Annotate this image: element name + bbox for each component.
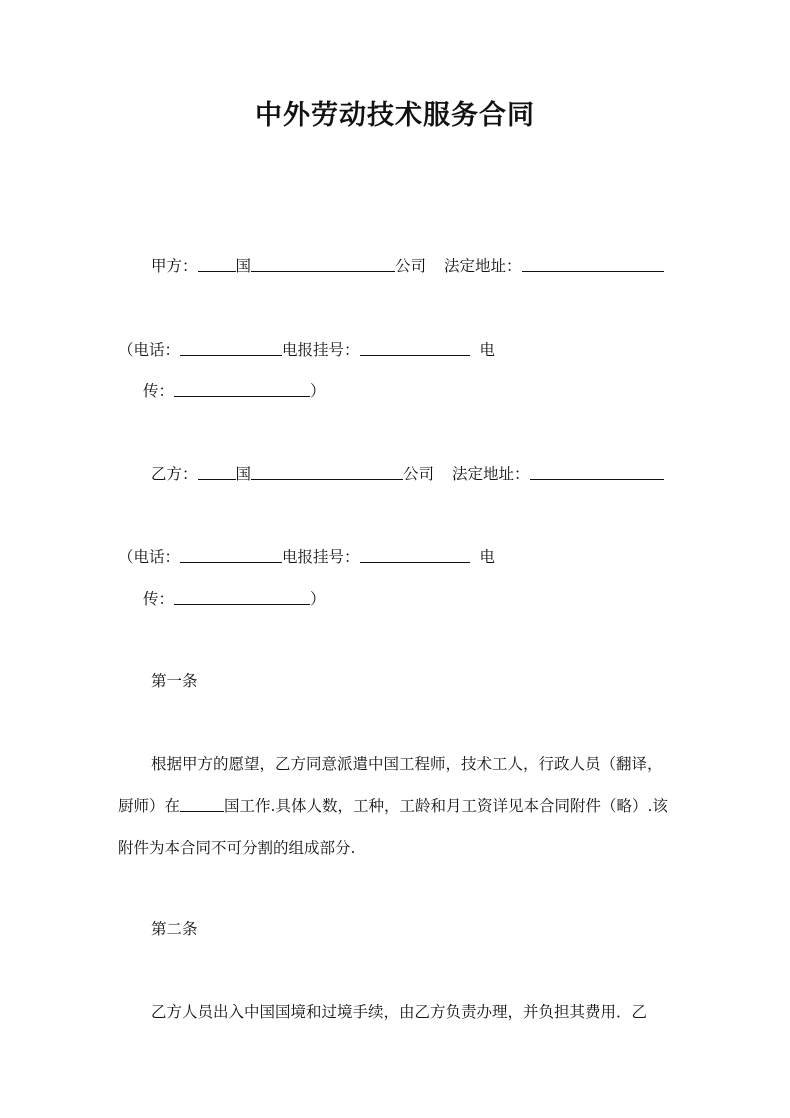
party-b-company-label: 公司 <box>403 465 435 483</box>
party-b-contact-close: ） <box>310 590 326 608</box>
article-1-line-2-start: 厨师）在 <box>118 797 181 815</box>
party-b-fax-label-2: 传： <box>143 590 175 608</box>
party-a-contact-close: ） <box>310 382 326 400</box>
article-2-paragraph-line-1: 乙方人员出入中国国境和过境手续，由乙方负责办理，并负担其费用．乙 <box>151 1003 648 1021</box>
party-a-fax-label-2: 传： <box>143 382 175 400</box>
work-country-blank <box>180 794 224 812</box>
article-1-heading: 第一条 <box>151 672 198 690</box>
article-2-heading: 第二条 <box>151 920 198 938</box>
document-title: 中外劳动技术服务合同 <box>255 100 535 131</box>
party-a-company-blank <box>251 254 395 272</box>
party-a-tel-blank <box>180 338 282 356</box>
party-b-tel-blank <box>180 545 282 563</box>
party-b-telegram-label: 电报挂号： <box>282 548 360 566</box>
party-a-country-blank <box>198 254 236 272</box>
party-a-label: 甲方： <box>151 257 198 275</box>
party-b-address-blank <box>530 462 664 480</box>
party-b-address-label: 法定地址： <box>452 465 530 483</box>
party-a-fax-blank <box>174 379 310 397</box>
party-a-address-label: 法定地址： <box>444 257 522 275</box>
party-b-contact-line <box>118 545 678 569</box>
party-b-fax-blank <box>174 587 310 605</box>
party-a-company-label: 公司 <box>395 257 427 275</box>
article-1-paragraph-line-3: 附件为本合同不可分割的组成部分. <box>118 839 356 857</box>
party-a-address-blank <box>522 254 664 272</box>
party-b-fax-line <box>143 587 703 611</box>
party-a-country-label: 国 <box>235 257 252 275</box>
party-a-telegram-blank <box>360 338 470 356</box>
article-1-paragraph-line-2 <box>118 794 678 818</box>
party-b-tel-label: （电话： <box>118 548 181 566</box>
party-b-label: 乙方： <box>151 465 198 483</box>
party-b-telegram-blank <box>360 545 470 563</box>
party-a-tel-label: （电话： <box>118 341 181 359</box>
party-a-fax-label: 电 <box>479 341 496 359</box>
party-a-line <box>151 254 711 278</box>
party-a-telegram-label: 电报挂号： <box>282 341 360 359</box>
party-a-fax-line <box>143 379 703 403</box>
party-b-country-blank <box>198 462 236 480</box>
article-1-line-2-end: 国工作.具体人数，工种，工龄和月工资详见本合同附件（略）.该 <box>224 797 668 815</box>
party-b-company-blank <box>251 462 403 480</box>
party-b-fax-label: 电 <box>479 548 496 566</box>
party-a-contact-line <box>118 338 678 362</box>
party-b-country-label: 国 <box>235 465 252 483</box>
article-1-paragraph-line-1: 根据甲方的愿望，乙方同意派遣中国工程师，技术工人，行政人员（翻译， <box>151 755 663 773</box>
party-b-line <box>151 462 711 486</box>
